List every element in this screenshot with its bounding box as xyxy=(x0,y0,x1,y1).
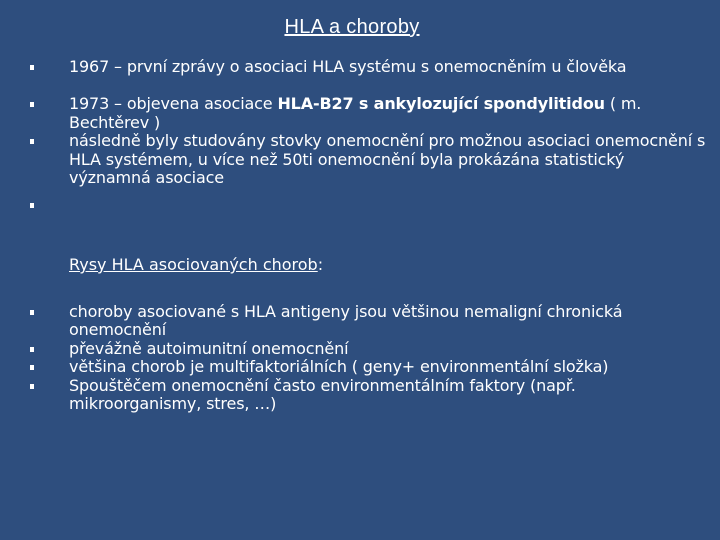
list-item xyxy=(0,132,720,196)
square-bullet-icon xyxy=(30,365,34,370)
list-item xyxy=(0,196,720,214)
list-item-text: 1967 – první zprávy o asociaci HLA systému s onemocněním u člověka xyxy=(69,57,627,76)
list-item xyxy=(0,377,720,414)
square-bullet-icon xyxy=(30,65,34,70)
list-item xyxy=(0,340,720,358)
list-item xyxy=(0,358,720,377)
list-item xyxy=(0,303,720,340)
list-item-text: choroby asociované s HLA antigeny jsou většinou nemaligní chronická onemocnění xyxy=(69,302,623,339)
list-item-text: většina chorob je multifaktoriálních ( geny+ environmentální složka) xyxy=(69,357,609,376)
square-bullet-icon xyxy=(30,384,34,389)
square-bullet-icon xyxy=(30,102,34,107)
square-bullet-icon xyxy=(30,139,34,144)
square-bullet-icon xyxy=(30,203,34,208)
list-item-text: Spouštěčem onemocnění často environmentálním faktory (např. mikroorganismy, stres, …) xyxy=(69,376,576,413)
list-item-bold-text: HLA-B27 s ankylozující spondylitidou xyxy=(277,94,605,113)
subheading xyxy=(69,255,323,275)
history-list xyxy=(0,58,720,214)
subheading-text: Rysy HLA asociovaných chorob xyxy=(69,255,318,274)
square-bullet-icon xyxy=(30,347,34,352)
list-item-text: následně byly studovány stovky onemocnění pro možnou asociaci onemocnění s HLA systémem, u více než 50ti onemocnění byla prokázána statistický významná asociace xyxy=(69,131,706,187)
square-bullet-icon xyxy=(30,310,34,315)
list-item xyxy=(0,58,720,95)
list-item-text: 1973 – objevena asociace xyxy=(69,94,278,113)
features-list xyxy=(0,303,720,414)
slide-title: HLA a choroby xyxy=(284,16,420,38)
list-item-text: ( m. Bechtěrev ) xyxy=(69,94,642,132)
subheading-suffix: : xyxy=(317,255,324,274)
list-item xyxy=(0,95,720,132)
list-item-text: převážně autoimunitní onemocnění xyxy=(69,339,349,358)
